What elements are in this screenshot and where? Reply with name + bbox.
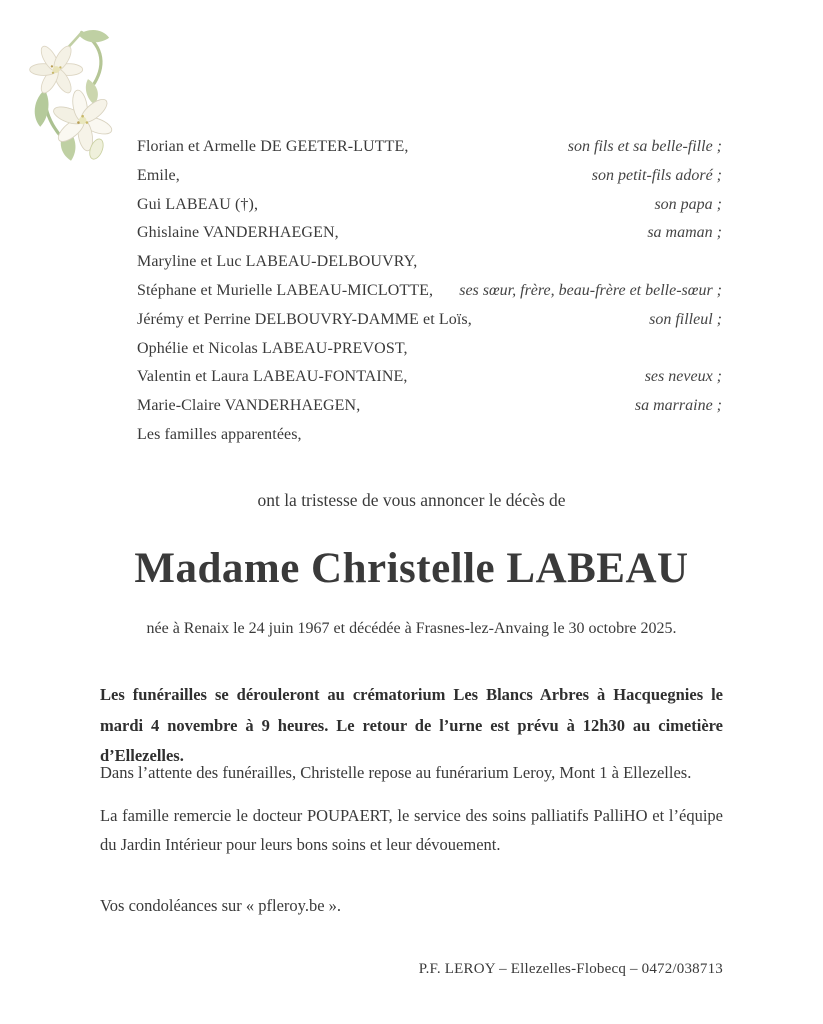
family-row (137, 219, 722, 248)
family-list (137, 133, 722, 450)
family-relation: sa maman ; (647, 224, 722, 242)
family-relation: son petit-fils adoré ; (591, 166, 722, 184)
family-row (137, 306, 722, 335)
family-row (137, 335, 722, 364)
family-member-name: Valentin et Laura LABEAU-FONTAINE, (137, 368, 408, 386)
family-row (137, 277, 722, 306)
family-member-name: Maryline et Luc LABEAU-DELBOUVRY, (137, 253, 418, 271)
family-row (137, 133, 722, 162)
repose-paragraph: Dans l’attente des funérailles, Christelle repose au funérarium Leroy, Mont 1 à Ellezelles. (100, 763, 692, 782)
family-member-name: Les familles apparentées, (137, 425, 302, 443)
funeral-home-footer: P.F. LEROY – Ellezelles-Flobecq – 0472/038713 (418, 961, 723, 977)
family-member-name: Ophélie et Nicolas LABEAU-PREVOST, (137, 339, 408, 357)
family-relation: son filleul ; (649, 310, 722, 328)
family-relation: son fils et sa belle-fille ; (567, 138, 722, 155)
family-member-name: Gui LABEAU (†), (137, 195, 259, 213)
family-relation: ses neveux ; (644, 368, 722, 386)
family-row (137, 392, 722, 421)
family-relation: son papa ; (654, 195, 722, 213)
family-member-name: Marie-Claire VANDERHAEGEN, (137, 397, 361, 415)
birth-death-dates: née à Renaix le 24 juin 1967 et décédée à Frasnes-lez-Anvaing le 30 octobre 2025. (146, 620, 677, 637)
family-member-name: Stéphane et Murielle LABEAU-MICLOTTE, (137, 281, 434, 299)
announcement-intro: ont la tristesse de vous annoncer le décès de (257, 490, 566, 510)
family-row (137, 191, 722, 220)
family-relation: ses sœur, frère, beau-frère et belle-sœur ; (459, 281, 722, 299)
family-relation: sa marraine ; (634, 397, 722, 415)
thanks-paragraph: La famille remercie le docteur POUPAERT, le service des soins palliatifs PalliHO et l’équipe du Jardin Intérieur pour leurs bons soins et leur dévouement. (100, 806, 723, 854)
condolences-paragraph: Vos condoléances sur « pfleroy.be ». (100, 896, 342, 915)
family-member-name: Florian et Armelle DE GEETER-LUTTE, (137, 138, 409, 155)
funeral-details-paragraph: Les funérailles se dérouleront au crématorium Les Blancs Arbres à Hacquegnies le mardi 4 novembre à 9 heures. Le retour de l’urne est prévu à 12h30 au cimetière d’Ellezelles. (100, 685, 723, 766)
family-member-name: Ghislaine VANDERHAEGEN, (137, 224, 339, 242)
family-row (137, 363, 722, 392)
family-row (137, 421, 722, 450)
family-row (137, 248, 722, 277)
family-member-name: Emile, (137, 166, 180, 184)
family-member-name: Jérémy et Perrine DELBOUVRY-DAMME et Loïs, (137, 310, 472, 328)
lily-flower-illustration (18, 26, 124, 164)
family-row (137, 162, 722, 191)
deceased-name-title: Madame Christelle LABEAU (134, 545, 689, 592)
